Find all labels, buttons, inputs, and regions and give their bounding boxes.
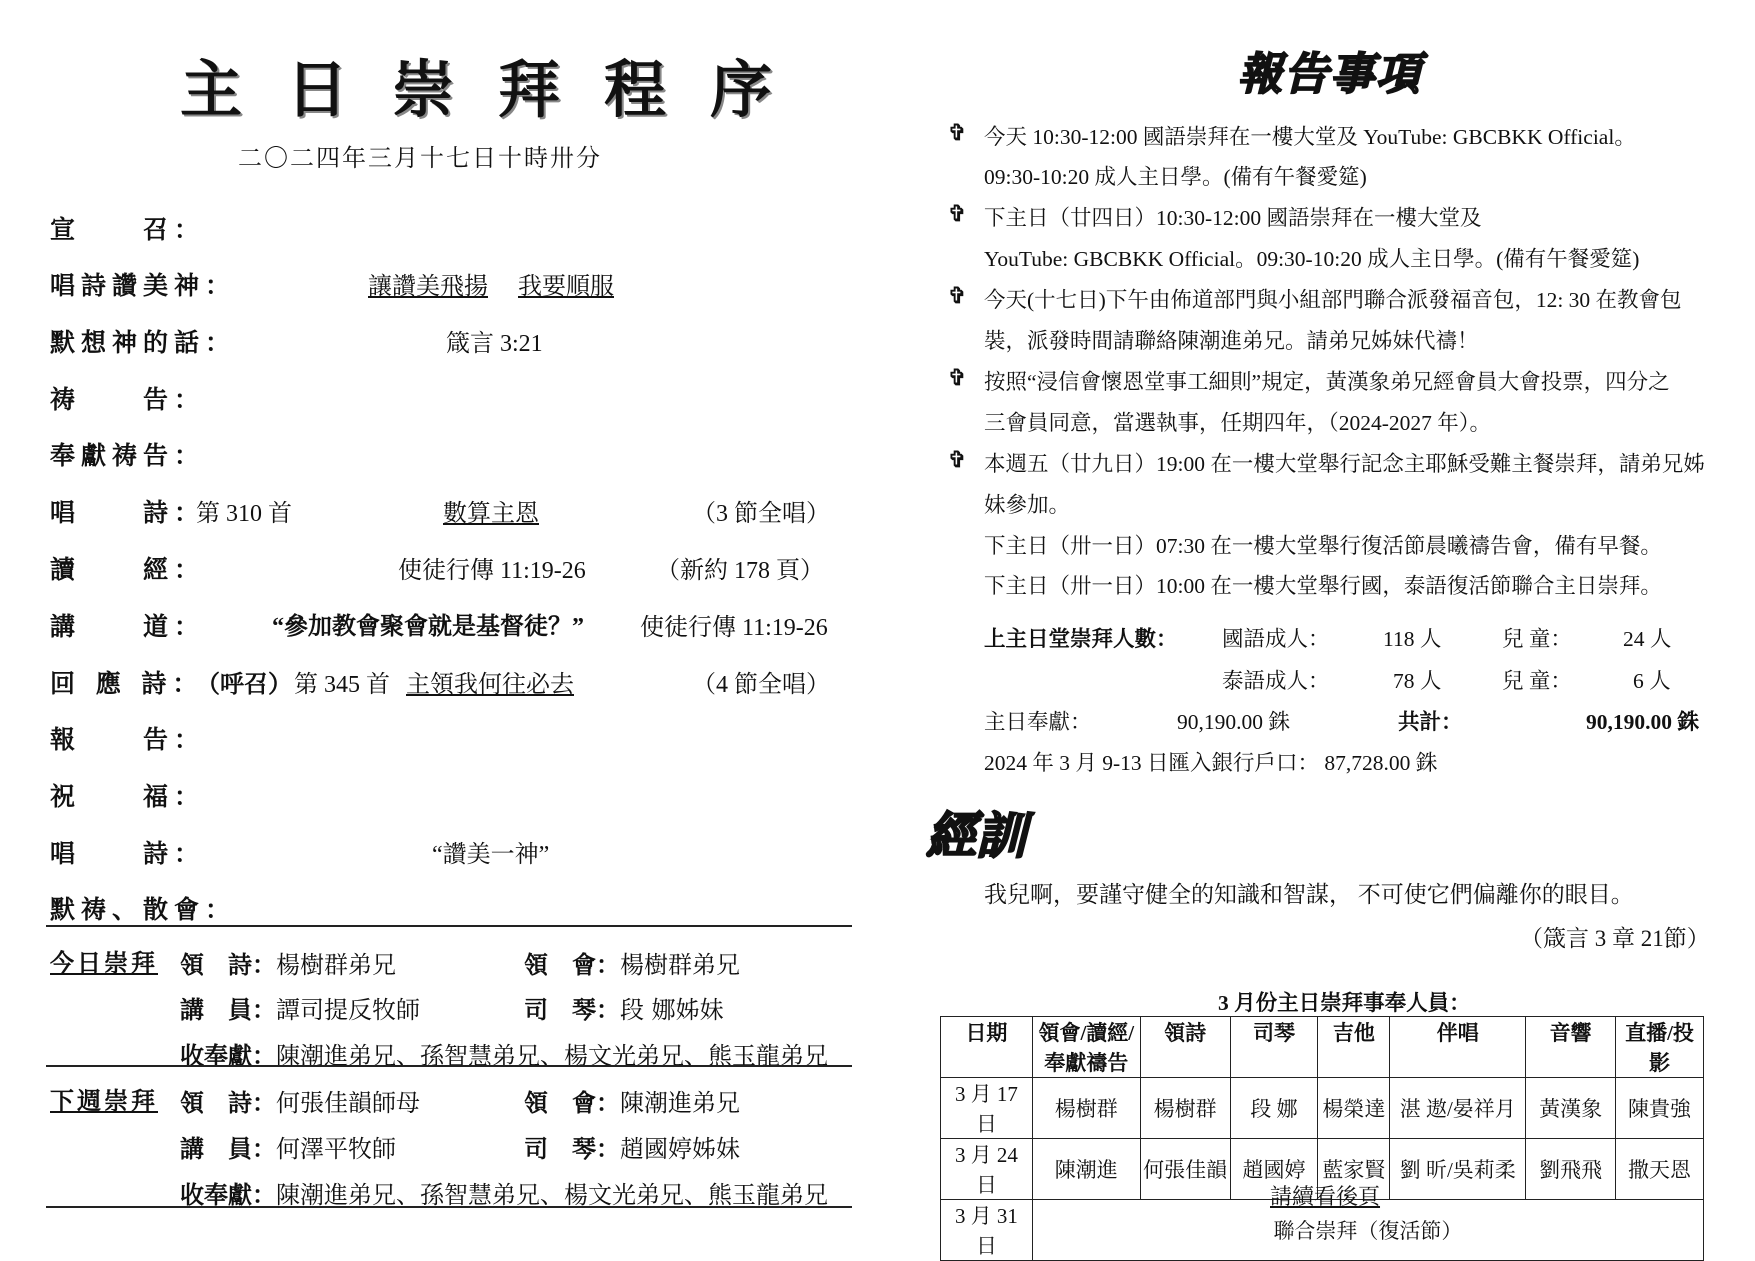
response-prefix: （呼召） (196, 672, 292, 698)
announcement-line: 下主日（卅一日）07:30 在一樓大堂舉行復活節晨曦禱告會，備有早餐。 (984, 534, 1662, 558)
announcements-title: 報告事項 (1238, 49, 1422, 100)
announcement-line: 今天 10:30-12:00 國語崇拜在一樓大堂及 YouTube: GBCBKK Official。 (984, 125, 1636, 149)
announcement-line: 下主日（卅一日）10:00 在一樓大堂舉行國，泰語復活節聯合主日崇拜。 (984, 574, 1662, 598)
today-lead-service-label: 領 會： (524, 950, 620, 979)
next-piano-label: 司 琴： (524, 1134, 620, 1163)
response-number: 第 345 首 (294, 672, 390, 698)
table-cell: 3 月 17 日 (941, 1078, 1033, 1139)
order-reading-label: 讀 經： (50, 555, 206, 584)
order-blessing-label: 祝 福： (50, 782, 206, 811)
announcement-line: 裝，派發時間請聯絡陳潮進弟兄。請弟兄姊妹代禱！ (984, 329, 1479, 353)
order-sermon-label: 講 道： (50, 612, 206, 641)
order-meditation-label: 默想神的話： (50, 328, 237, 357)
table-cell: 3 月 24 日 (941, 1139, 1033, 1200)
table-cell: 湛 遨/晏祥月 (1390, 1078, 1526, 1139)
child-label: 兒 童： (1502, 669, 1572, 693)
child-label: 兒 童： (1502, 627, 1572, 651)
next-offering: 陳潮進弟兄、孫智慧弟兄、楊文光弟兄、熊玉龍弟兄 (276, 1181, 828, 1209)
next-speaker-label: 講 員： (180, 1134, 276, 1163)
sermon-title: “參加教會聚會就是基督徒？” (272, 614, 584, 640)
praise-hymn-2: 我要順服 (518, 274, 614, 300)
table-cell: 劉飛飛 (1526, 1139, 1616, 1200)
response-title: 主領我何往必去 (406, 672, 574, 698)
next-speaker: 何澤平牧師 (276, 1135, 396, 1163)
table-cell: 楊榮達 (1318, 1078, 1390, 1139)
next-lead-service: 陳潮進弟兄 (620, 1089, 740, 1117)
table-cell: 何張佳韻 (1140, 1139, 1230, 1200)
reading-passage: 使徒行傳 11:19-26 (398, 558, 586, 584)
divider-line (46, 1206, 852, 1208)
next-lead-poem-label: 領 詩： (180, 1088, 276, 1117)
thai-adult-label: 泰語成人： (1222, 669, 1330, 693)
announcement-line: 妹參加。 (984, 493, 1071, 517)
header-guitar: 吉他 (1318, 1017, 1390, 1078)
meditation-verse: 箴言 3:21 (446, 331, 543, 357)
today-lead-service: 楊樹群弟兄 (620, 951, 740, 979)
praise-hymn-1: 讓讚美飛揚 (368, 274, 488, 300)
table-cell: 楊樹群 (1140, 1078, 1230, 1139)
table-cell: 陳潮進 (1032, 1139, 1140, 1200)
order-praise-label: 唱詩讚美神： (50, 271, 237, 300)
today-speaker: 譚司提反牧師 (276, 996, 420, 1024)
header-date: 日期 (941, 1017, 1033, 1078)
scripture-title: 經訓 (926, 806, 1026, 865)
service-date: 二〇二四年三月十七日十時卅分 (238, 144, 602, 172)
scripture-verse: 我兒啊，要謹守健全的知識和智謀， 不可使它們偏離你的眼目。 (984, 882, 1634, 907)
schedule-title: 3 月份主日崇拜事奉人員： (1218, 991, 1471, 1015)
order-hymn-label: 唱 詩： (50, 498, 206, 527)
today-offering-label: 收奉獻： (180, 1041, 276, 1070)
order-announcement-label: 報 告： (50, 725, 206, 754)
cross-icon: ✞ (948, 283, 967, 309)
attendance-label: 上主日堂崇拜人數： (984, 627, 1178, 651)
cross-icon: ✞ (948, 447, 967, 473)
sermon-ref: 使徒行傳 11:19-26 (640, 615, 828, 641)
announcement-line: YouTube: GBCBKK Official。09:30-10:20 成人主日學。(備有午餐愛筵) (984, 247, 1640, 271)
order-call-label: 宣 召： (50, 215, 206, 244)
announcement-line: 本週五（廿九日）19:00 在一樓大堂舉行記念主耶穌受難主餐崇拜，請弟兄姊 (984, 452, 1705, 476)
response-note: （4 節全唱） (692, 672, 830, 698)
offering-amount: 90,190.00 銖 (1177, 710, 1290, 734)
table-cell: 撒天恩 (1616, 1139, 1704, 1200)
order-offering-prayer-label: 奉獻祷告： (50, 441, 206, 470)
announcement-line: 按照“浸信會懷恩堂事工細則”規定，黃漢象弟兄經會員大會投票，四分之 (984, 370, 1670, 394)
cross-icon: ✞ (948, 120, 967, 146)
reading-note: （新約 178 頁） (656, 558, 824, 584)
header-singers: 伴唱 (1390, 1017, 1526, 1078)
order-closing-hymn-label: 唱 詩： (50, 839, 206, 868)
divider-line (46, 925, 852, 927)
offering-label: 主日奉獻： (984, 710, 1092, 734)
header-piano: 司琴 (1230, 1017, 1318, 1078)
header-lead: 領會/讀經/奉獻禱告 (1032, 1017, 1140, 1078)
header-sound: 音響 (1526, 1017, 1616, 1078)
closing-hymn: “讚美一神” (432, 842, 550, 868)
next-offering-label: 收奉獻： (180, 1180, 276, 1209)
announcement-line: 三會員同意，當選執事，任期四年，（2024-2027 年）。 (984, 411, 1492, 435)
thai-child-count: 6 人 (1633, 669, 1671, 693)
offering-total: 90,190.00 銖 (1586, 710, 1699, 734)
hymn-title: 數算主恩 (443, 501, 539, 527)
mandarin-adult-label: 國語成人： (1222, 627, 1330, 651)
announcement-line: 下主日（廿四日）10:30-12:00 國語崇拜在一樓大堂及 (984, 206, 1482, 230)
table-cell: 段 娜 (1230, 1078, 1318, 1139)
hymn-note: （3 節全唱） (692, 501, 830, 527)
divider-line (46, 1065, 852, 1067)
today-heading: 今日崇拜 (50, 948, 158, 977)
order-response-label: 回 應 詩： (50, 669, 204, 698)
header-broadcast: 直播/投影 (1616, 1017, 1704, 1078)
table-cell: 楊樹群 (1032, 1078, 1140, 1139)
header-poem: 領詩 (1140, 1017, 1230, 1078)
table-header-row (941, 1017, 1704, 1078)
order-dismissal-label: 默祷、散會： (50, 895, 237, 924)
announcement-line: 今天(十七日)下午由佈道部門與小組部門聯合派發福音包，12: 30 在教會包 (984, 288, 1682, 312)
today-lead-poem: 楊樹群弟兄 (276, 951, 396, 979)
table-cell: 劉 昕/吳莉柔 (1390, 1139, 1526, 1200)
scripture-ref: （箴言 3 章 21節） (1520, 926, 1710, 951)
schedule-table (940, 1016, 1704, 1261)
continue-link[interactable]: 請續看後頁 (1270, 1184, 1381, 1209)
bank-deposit: 2024 年 3 月 9-13 日匯入銀行戶口： 87,728.00 銖 (984, 751, 1438, 775)
table-cell: 藍家賢 (1318, 1139, 1390, 1200)
today-piano-label: 司 琴： (524, 995, 620, 1024)
program-title: 主日崇拜程序 (180, 53, 817, 126)
today-lead-poem-label: 領 詩： (180, 950, 276, 979)
mandarin-adult-count: 118 人 (1383, 627, 1442, 651)
next-heading: 下週崇拜 (50, 1086, 158, 1115)
cross-icon: ✞ (948, 365, 967, 391)
next-lead-service-label: 領 會： (524, 1088, 620, 1117)
today-speaker-label: 講 員： (180, 995, 276, 1024)
order-prayer-label: 祷 告： (50, 385, 206, 414)
table-cell: 3 月 31 日 (941, 1200, 1033, 1261)
cross-icon: ✞ (948, 201, 967, 227)
table-cell: 聯合崇拜（復活節） (1032, 1200, 1703, 1261)
table-cell: 黃漢象 (1526, 1078, 1616, 1139)
next-piano: 趙國婷姊妹 (620, 1135, 740, 1163)
announcement-line: 09:30-10:20 成人主日學。(備有午餐愛筵) (984, 165, 1367, 189)
next-lead-poem: 何張佳韻師母 (276, 1089, 420, 1117)
table-cell: 趙國婷 (1230, 1139, 1318, 1200)
table-row (941, 1078, 1704, 1139)
mandarin-child-count: 24 人 (1623, 627, 1672, 651)
offering-total-label: 共計： (1398, 710, 1463, 734)
today-offering: 陳潮進弟兄、孫智慧弟兄、楊文光弟兄、熊玉龍弟兄 (276, 1042, 828, 1070)
table-cell: 陳貴強 (1616, 1078, 1704, 1139)
today-piano: 段 娜姊妹 (620, 996, 724, 1024)
hymn-number: 第 310 首 (196, 501, 292, 527)
thai-adult-count: 78 人 (1393, 669, 1442, 693)
